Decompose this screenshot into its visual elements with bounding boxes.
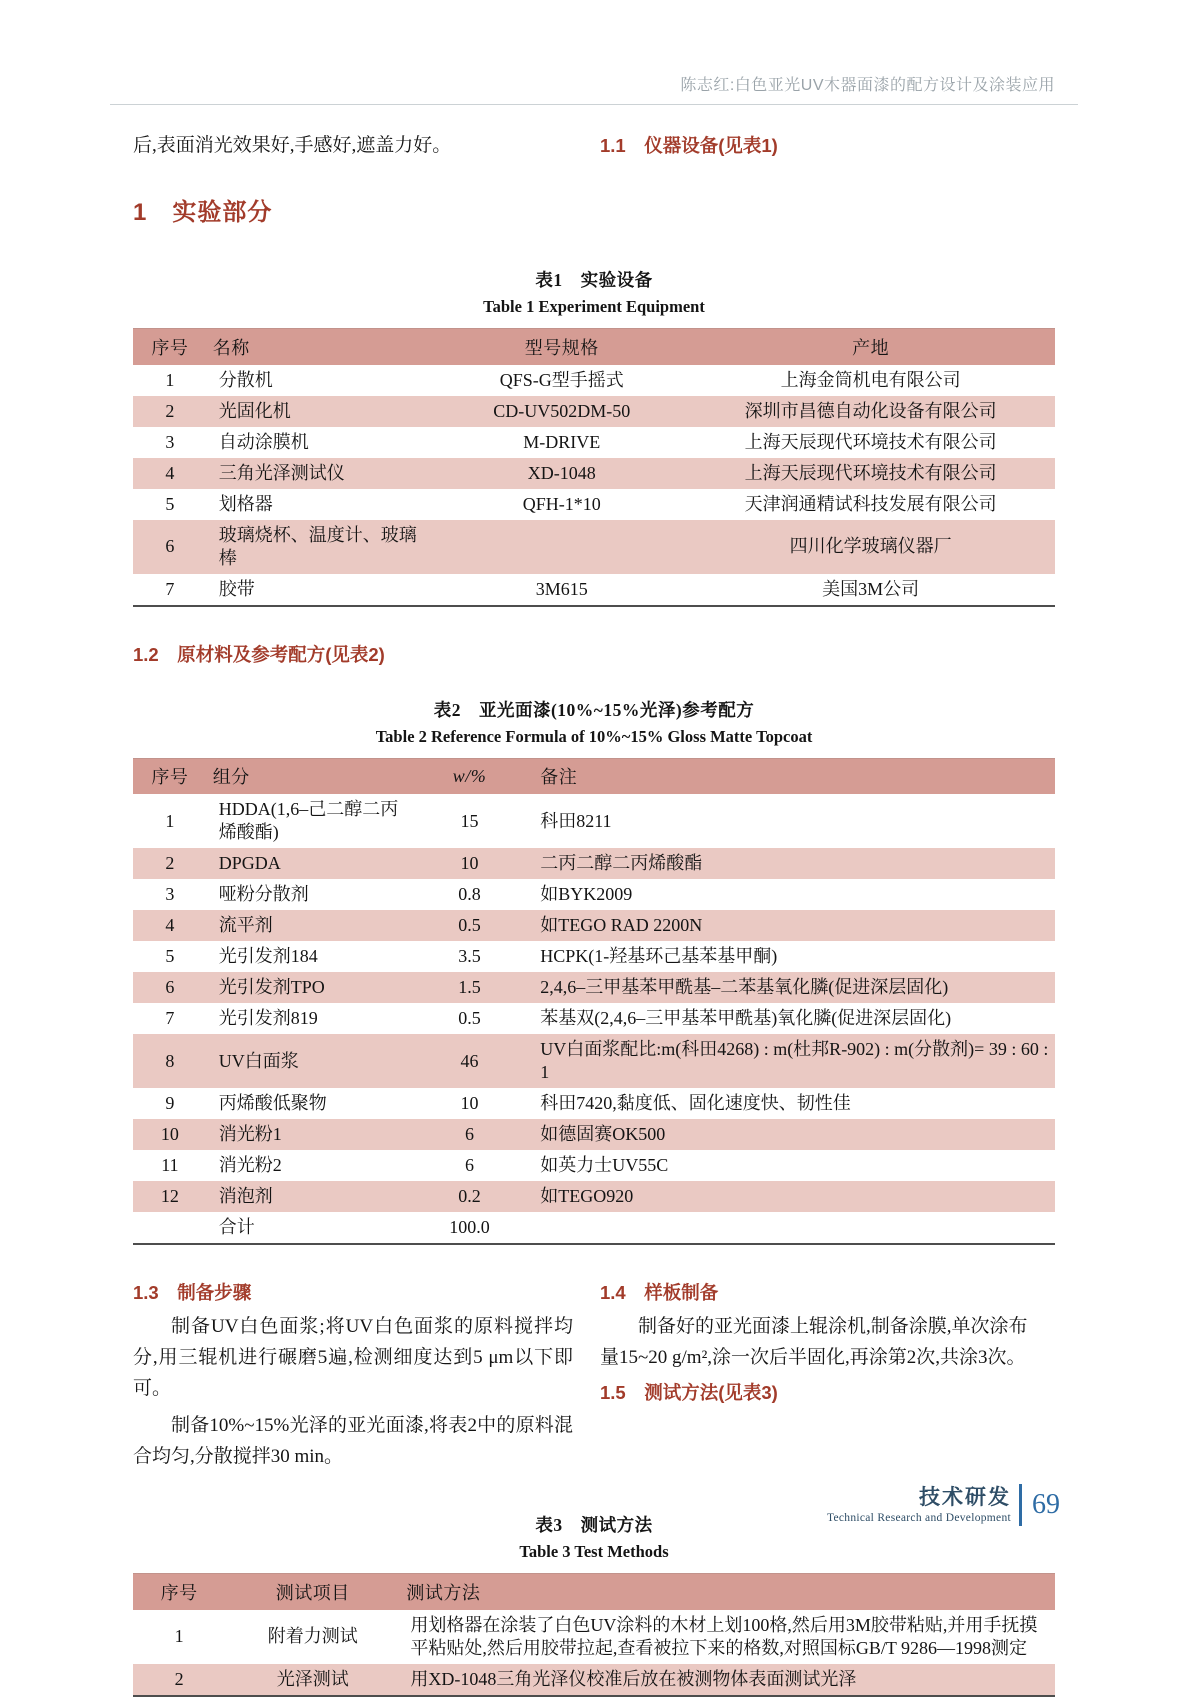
table-cell — [437, 520, 686, 574]
table-cell: 7 — [165, 578, 175, 599]
sample-paragraph — [600, 1311, 1055, 1373]
section-heading-1-1: 1.1 仪器设备(见表1) — [600, 135, 778, 156]
table-cell: CD-UV502DM-50 — [437, 396, 686, 427]
table-row — [133, 574, 1055, 606]
table-cell: 光泽测试 — [225, 1664, 400, 1696]
table-cell: 2 — [133, 396, 207, 427]
table-row — [133, 458, 1055, 489]
table1-caption — [133, 267, 1055, 317]
table-row — [133, 520, 1055, 574]
table-cell: 100.0 — [449, 1217, 490, 1237]
footer-column-en: Technical Research and Development — [826, 1512, 1011, 1524]
table-cell: 附着力测试 — [267, 1626, 358, 1646]
table-row — [133, 941, 1055, 972]
table-cell: UV白面浆配比:m(科田4268) : m(杜邦R-902) : m(分散剂)= 39 : 60 : 1 — [520, 1034, 1055, 1088]
table1-caption-en: Table 1 Experiment Equipment — [483, 297, 705, 316]
table-cell: 15 — [460, 810, 479, 831]
table-cell: 美国3M公司 — [822, 578, 920, 599]
table-cell: 12 — [133, 1181, 207, 1212]
column-header: 序号 — [133, 1574, 225, 1610]
table-row — [133, 1150, 1055, 1181]
table-cell: 消泡剂 — [207, 1181, 419, 1212]
table-cell: 如德固赛OK500 — [520, 1119, 1055, 1150]
table-cell: 消光粉1 — [207, 1119, 419, 1150]
table-cell: 光固化机 — [207, 396, 438, 427]
column-header: 备注 — [520, 758, 1055, 794]
table-cell: 4 — [133, 910, 207, 941]
table-cell: 10 — [133, 1119, 207, 1150]
table-row — [133, 848, 1055, 879]
preparation-paragraph-1: 制备UV白色面浆;将UV白色面浆的原料搅拌均分,用三辊机进行碾磨5遍,检测细度达到5 μm以下即可。 — [133, 1316, 573, 1399]
column-header: 名称 — [207, 329, 438, 365]
footer-divider-bar — [1019, 1484, 1022, 1526]
running-head: 陈志红:白色亚光UV木器面漆的配方设计及涂装应用 — [680, 77, 1055, 94]
right-column — [600, 1279, 1055, 1405]
table2-caption-zh: 表2 亚光面漆(10%~15%光泽)参考配方 — [433, 699, 755, 720]
section-heading-1-3: 1.3 制备步骤 — [133, 1282, 252, 1303]
header-rule — [110, 104, 1078, 105]
table-cell: 2 — [133, 1664, 225, 1696]
table-cell: 6 — [465, 1155, 474, 1175]
table-cell: UV白面浆 — [207, 1034, 419, 1088]
table-cell: 玻璃烧杯、温度计、玻璃棒 — [207, 520, 438, 574]
table-header-row — [133, 758, 1055, 794]
table-cell: QFS-G型手摇式 — [499, 369, 624, 390]
table-row — [133, 1212, 1055, 1244]
table-cell: 0.8 — [458, 884, 481, 904]
table-cell: 消光粉2 — [218, 1155, 282, 1175]
section-heading-1-5: 1.5 测试方法(见表3) — [600, 1382, 778, 1403]
table-cell: 用划格器在涂装了白色UV涂料的木材上划100格,然后用3M胶带粘贴,并用手抚摸平粘贴处,然后用胶带拉起,查看被拉下来的格数,对照国标GB/T 9286—1998测定 — [410, 1614, 1038, 1658]
table-cell: 丙烯酸低聚物 — [218, 1093, 327, 1113]
table-cell: 5 — [165, 946, 175, 966]
table-cell: 如TEGO920 — [520, 1181, 1055, 1212]
table-cell: HDDA(1,6–己二醇二丙烯酸酯) — [218, 799, 399, 842]
intro-paragraph: 后,表面消光效果好,手感好,遮盖力好。 — [133, 135, 452, 156]
table-cell: 9 — [165, 1093, 175, 1113]
table-cell: 科田8211 — [540, 810, 612, 831]
column-header: 组分 — [207, 758, 419, 794]
table-cell: 6 — [133, 520, 207, 574]
table-cell: 0.5 — [458, 1008, 481, 1028]
table-cell: 1.5 — [419, 972, 520, 1003]
table-cell: 7 — [165, 1008, 175, 1028]
table-cell: 6 — [419, 1119, 520, 1150]
table-cell: 8 — [133, 1034, 207, 1088]
table-row — [133, 794, 1055, 848]
table-cell: 如TEGO RAD 2200N — [520, 910, 1055, 941]
table-cell: 光引发剂184 — [218, 946, 318, 966]
table-row — [133, 879, 1055, 910]
column-header: 产地 — [686, 329, 1055, 365]
table-cell: 3 — [165, 884, 175, 904]
table-cell: 上海金筒机电有限公司 — [780, 369, 961, 390]
footer-column-zh: 技术研发 — [919, 1486, 1011, 1509]
table-cell: DPGDA — [207, 848, 419, 879]
table-cell: 分散机 — [218, 369, 273, 390]
section-heading-1-4: 1.4 样板制备 — [600, 1282, 719, 1303]
table-cell: 1 — [165, 810, 175, 831]
left-column — [133, 1279, 573, 1472]
table-row — [133, 1610, 1055, 1664]
table-row — [133, 910, 1055, 941]
table-cell: 11 — [161, 1155, 179, 1175]
table-cell: 46 — [419, 1034, 520, 1088]
table-cell: 二丙二醇二丙烯酸酯 — [520, 848, 1055, 879]
table-cell: HCPK(1-羟基环己基苯基甲酮) — [540, 946, 778, 966]
table-cell — [520, 1212, 1055, 1244]
table-cell: 3 — [165, 431, 175, 452]
section-heading-1-2: 1.2 原材料及参考配方(见表2) — [133, 643, 385, 665]
column-header: 序号 — [133, 329, 207, 365]
column-header: 测试方法 — [400, 1574, 1055, 1610]
table-row — [133, 1034, 1055, 1088]
table-row — [133, 427, 1055, 458]
page-number: 69 — [1032, 1489, 1060, 1520]
table-cell: 天津润通精试科技发展有限公司 — [744, 493, 997, 514]
table-cell: 3.5 — [458, 946, 481, 966]
table-cell: 1 — [174, 1626, 184, 1646]
table-cell: 如BYK2009 — [540, 884, 633, 904]
table-cell: 三角光泽测试仪 — [207, 458, 438, 489]
sample-paragraph-line2: 量15~20 g/m²,涂一次后半固化,再涂第2次,共涂3次。 — [600, 1347, 1026, 1368]
table-cell: 4 — [133, 458, 207, 489]
column-header: w/% — [419, 758, 520, 794]
table-cell: 光引发剂819 — [218, 1008, 318, 1028]
reference-formula-table — [133, 758, 1055, 1246]
table-cell: 0.2 — [419, 1181, 520, 1212]
table-row — [133, 365, 1055, 396]
table3-caption-en: Table 3 Test Methods — [519, 1542, 669, 1561]
table-row — [133, 1088, 1055, 1119]
table-cell: 胶带 — [218, 578, 255, 599]
table-cell: 上海天辰现代环境技术有限公司 — [744, 431, 997, 452]
table-row — [133, 396, 1055, 427]
table-row — [133, 1181, 1055, 1212]
table-cell: 深圳市昌德自动化设备有限公司 — [686, 396, 1055, 427]
experiment-equipment-table — [133, 328, 1055, 607]
table-cell: 如英力士UV55C — [540, 1155, 669, 1175]
table-cell: 上海天辰现代环境技术有限公司 — [686, 458, 1055, 489]
table-cell: 光引发剂TPO — [207, 972, 419, 1003]
column-header: 序号 — [133, 758, 207, 794]
table-cell: 流平剂 — [207, 910, 419, 941]
table-cell: 2 — [133, 848, 207, 879]
table-cell: 合计 — [218, 1217, 255, 1237]
table-cell: 用XD-1048三角光泽仪校准后放在被测物体表面测试光泽 — [400, 1664, 1055, 1696]
column-header: 型号规格 — [437, 329, 686, 365]
table-cell: 10 — [460, 1093, 479, 1113]
section-heading-1: 1 实验部分 — [133, 199, 273, 226]
table2-caption — [133, 697, 1055, 747]
table-cell: 10 — [419, 848, 520, 879]
table-cell: M-DRIVE — [523, 431, 601, 452]
table-cell: QFH-1*10 — [522, 493, 601, 514]
table-row — [133, 1003, 1055, 1034]
table-cell: 0.5 — [419, 910, 520, 941]
table-cell: 划格器 — [218, 493, 273, 514]
table-cell: 2,4,6–三甲基苯甲酰基–二苯基氧化膦(促进深层固化) — [520, 972, 1055, 1003]
table-cell: 四川化学玻璃仪器厂 — [686, 520, 1055, 574]
table-cell — [133, 1212, 207, 1244]
sample-paragraph-line1: 制备好的亚光面漆上辊涂机,制备涂膜,单次涂布 — [638, 1316, 1028, 1337]
table-row — [133, 972, 1055, 1003]
table-cell: 1 — [165, 369, 175, 390]
table-row — [133, 1119, 1055, 1150]
table-cell: 科田7420,黏度低、固化速度快、韧性佳 — [540, 1093, 851, 1113]
page-footer — [827, 1484, 1060, 1526]
test-methods-table — [133, 1573, 1055, 1697]
table-cell: 5 — [165, 493, 175, 514]
column-header: 测试项目 — [225, 1574, 400, 1610]
table-cell: XD-1048 — [437, 458, 686, 489]
table3-caption-zh: 表3 测试方法 — [535, 1515, 653, 1535]
table-cell: 哑粉分散剂 — [218, 884, 309, 904]
table1-caption-zh: 表1 实验设备 — [535, 270, 653, 290]
table-cell: 苯基双(2,4,6–三甲基苯甲酰基)氧化膦(促进深层固化) — [540, 1008, 952, 1028]
table-row — [133, 1664, 1055, 1696]
table-cell: 3M615 — [535, 578, 588, 599]
table-row — [133, 489, 1055, 520]
preparation-paragraph-2: 制备10%~15%光泽的亚光面漆,将表2中的原料混合均匀,分散搅拌30 min。 — [133, 1415, 573, 1467]
table-header-row — [133, 329, 1055, 365]
table-cell: 6 — [133, 972, 207, 1003]
table2-caption-en: Table 2 Reference Formula of 10%~15% Gloss Matte Topcoat — [375, 726, 813, 746]
table-cell: 自动涂膜机 — [218, 431, 309, 452]
table-header-row — [133, 1574, 1055, 1610]
